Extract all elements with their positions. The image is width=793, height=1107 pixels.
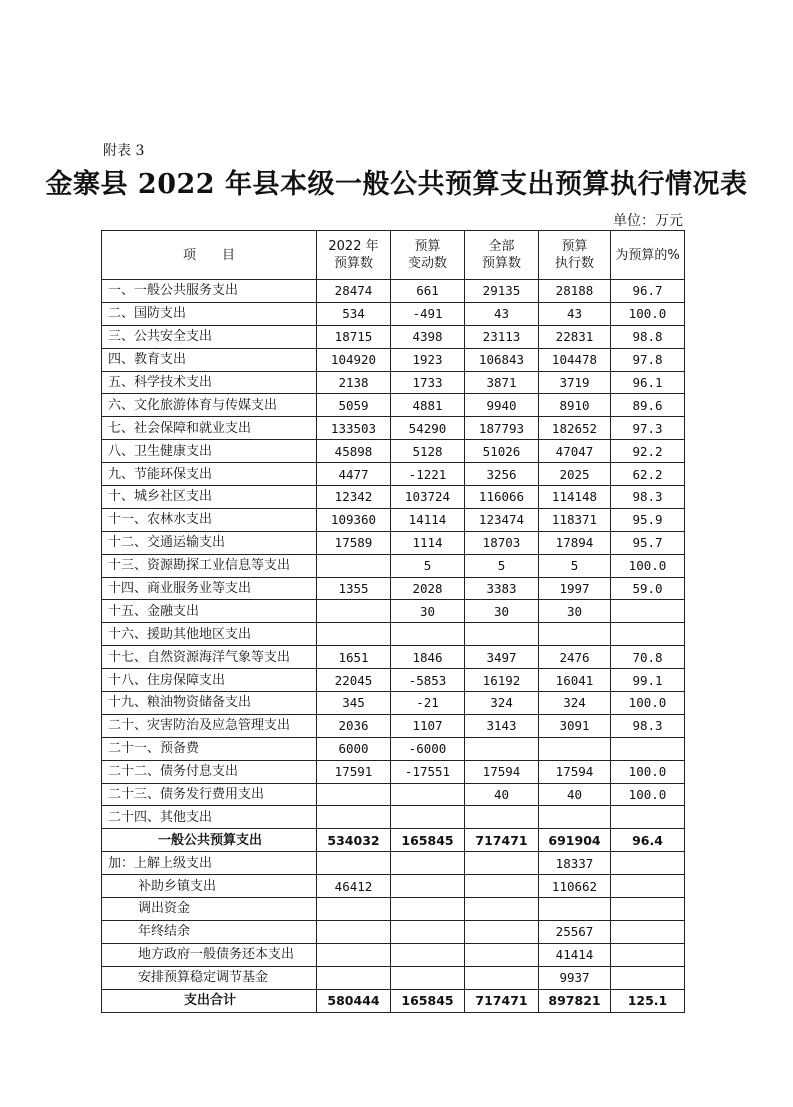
column-header-item: 项 目	[102, 231, 317, 280]
table-row	[102, 714, 685, 737]
cell-budget: 5059	[317, 394, 391, 417]
table-row	[102, 669, 685, 692]
cell-budget: 17589	[317, 531, 391, 554]
row-item-name: 十一、农林水支出	[102, 508, 317, 531]
row-item-name: 六、文化旅游体育与传媒支出	[102, 394, 317, 417]
cell-total: 717471	[465, 829, 539, 852]
table-row	[102, 600, 685, 623]
cell-budget: 46412	[317, 875, 391, 898]
cell-pct: 59.0	[611, 577, 685, 600]
cell-budget: 6000	[317, 737, 391, 760]
row-item-name: 十八、住房保障支出	[102, 669, 317, 692]
cell-total: 3143	[465, 714, 539, 737]
cell-total: 5	[465, 554, 539, 577]
cell-total: 3497	[465, 646, 539, 669]
row-item-name: 四、教育支出	[102, 348, 317, 371]
table-row	[102, 875, 685, 898]
cell-change	[391, 783, 465, 806]
cell-budget: 22045	[317, 669, 391, 692]
cell-pct	[611, 898, 685, 921]
table-row	[102, 783, 685, 806]
cell-budget: 345	[317, 692, 391, 715]
cell-budget	[317, 600, 391, 623]
cell-exec: 897821	[539, 989, 611, 1012]
cell-pct: 95.7	[611, 531, 685, 554]
table-row	[102, 302, 685, 325]
cell-exec: 182652	[539, 417, 611, 440]
row-item-name: 八、卫生健康支出	[102, 440, 317, 463]
cell-budget: 133503	[317, 417, 391, 440]
row-item-name: 二十一、预备费	[102, 737, 317, 760]
cell-total: 123474	[465, 508, 539, 531]
cell-exec: 2476	[539, 646, 611, 669]
cell-pct: 97.8	[611, 348, 685, 371]
row-item-name: 二十四、其他支出	[102, 806, 317, 829]
row-item-name: 安排预算稳定调节基金	[102, 966, 317, 989]
table-row	[102, 943, 685, 966]
cell-total: 43	[465, 302, 539, 325]
cell-pct: 95.9	[611, 508, 685, 531]
cell-pct: 100.0	[611, 554, 685, 577]
cell-budget: 18715	[317, 325, 391, 348]
cell-budget: 2138	[317, 371, 391, 394]
cell-total: 3383	[465, 577, 539, 600]
cell-change: 1733	[391, 371, 465, 394]
table-row	[102, 280, 685, 303]
cell-exec: 9937	[539, 966, 611, 989]
cell-total: 9940	[465, 394, 539, 417]
cell-pct: 89.6	[611, 394, 685, 417]
cell-exec: 110662	[539, 875, 611, 898]
cell-change: 165845	[391, 989, 465, 1012]
cell-budget: 534032	[317, 829, 391, 852]
cell-total	[465, 623, 539, 646]
cell-exec: 22831	[539, 325, 611, 348]
row-item-name: 九、节能环保支出	[102, 463, 317, 486]
cell-pct: 98.3	[611, 486, 685, 509]
column-header-total: 全部 预算数	[465, 231, 539, 280]
column-header-budget: 2022 年 预算数	[317, 231, 391, 280]
cell-budget	[317, 920, 391, 943]
row-item-name: 十四、商业服务业等支出	[102, 577, 317, 600]
row-item-name: 十九、粮油物资储备支出	[102, 692, 317, 715]
table-row	[102, 417, 685, 440]
cell-change	[391, 852, 465, 875]
cell-pct: 125.1	[611, 989, 685, 1012]
cell-exec: 30	[539, 600, 611, 623]
row-item-name: 二、国防支出	[102, 302, 317, 325]
row-item-name: 十、城乡社区支出	[102, 486, 317, 509]
cell-exec: 118371	[539, 508, 611, 531]
table-row	[102, 898, 685, 921]
cell-change: -21	[391, 692, 465, 715]
cell-budget: 12342	[317, 486, 391, 509]
cell-pct: 100.0	[611, 783, 685, 806]
cell-budget: 45898	[317, 440, 391, 463]
cell-total	[465, 852, 539, 875]
cell-pct	[611, 966, 685, 989]
row-item-name: 十三、资源勘探工业信息等支出	[102, 554, 317, 577]
cell-exec: 41414	[539, 943, 611, 966]
cell-pct: 96.1	[611, 371, 685, 394]
table-row	[102, 623, 685, 646]
cell-total: 717471	[465, 989, 539, 1012]
cell-change: 1107	[391, 714, 465, 737]
cell-change: 30	[391, 600, 465, 623]
cell-total: 106843	[465, 348, 539, 371]
row-item-name: 五、科学技术支出	[102, 371, 317, 394]
cell-budget	[317, 554, 391, 577]
cell-change: 4398	[391, 325, 465, 348]
cell-total	[465, 737, 539, 760]
table-row	[102, 486, 685, 509]
cell-total: 18703	[465, 531, 539, 554]
row-item-name: 十七、自然资源海洋气象等支出	[102, 646, 317, 669]
cell-budget: 28474	[317, 280, 391, 303]
cell-pct	[611, 806, 685, 829]
cell-pct	[611, 875, 685, 898]
cell-change: -5853	[391, 669, 465, 692]
row-item-name: 加：上解上级支出	[102, 852, 317, 875]
cell-change: 165845	[391, 829, 465, 852]
table-row	[102, 760, 685, 783]
cell-exec: 28188	[539, 280, 611, 303]
cell-budget: 1651	[317, 646, 391, 669]
cell-change: 1846	[391, 646, 465, 669]
cell-total: 51026	[465, 440, 539, 463]
cell-budget: 17591	[317, 760, 391, 783]
cell-pct: 100.0	[611, 760, 685, 783]
table-row	[102, 440, 685, 463]
cell-change	[391, 898, 465, 921]
table-row	[102, 577, 685, 600]
cell-pct: 96.7	[611, 280, 685, 303]
table-header-row	[102, 231, 685, 280]
column-header-pct: 为预算的%	[611, 231, 685, 280]
cell-budget: 104920	[317, 348, 391, 371]
cell-exec: 17894	[539, 531, 611, 554]
table-row	[102, 325, 685, 348]
cell-total	[465, 966, 539, 989]
cell-change: 1114	[391, 531, 465, 554]
table-row	[102, 554, 685, 577]
column-header-change: 预算 变动数	[391, 231, 465, 280]
cell-total	[465, 943, 539, 966]
cell-exec	[539, 623, 611, 646]
table-row	[102, 989, 685, 1012]
cell-change: -491	[391, 302, 465, 325]
cell-pct	[611, 920, 685, 943]
cell-exec: 5	[539, 554, 611, 577]
table-body	[102, 280, 685, 1013]
row-item-name: 二十、灾害防治及应急管理支出	[102, 714, 317, 737]
cell-pct: 70.8	[611, 646, 685, 669]
cell-pct	[611, 852, 685, 875]
cell-exec: 16041	[539, 669, 611, 692]
cell-exec: 17594	[539, 760, 611, 783]
cell-pct: 99.1	[611, 669, 685, 692]
table-row	[102, 692, 685, 715]
row-item-name: 年终结余	[102, 920, 317, 943]
cell-pct: 98.8	[611, 325, 685, 348]
cell-pct	[611, 600, 685, 623]
cell-exec: 25567	[539, 920, 611, 943]
table-row	[102, 852, 685, 875]
cell-total: 16192	[465, 669, 539, 692]
cell-total	[465, 898, 539, 921]
cell-total	[465, 806, 539, 829]
cell-exec: 3091	[539, 714, 611, 737]
cell-exec	[539, 806, 611, 829]
cell-pct: 97.3	[611, 417, 685, 440]
cell-change: 661	[391, 280, 465, 303]
unit-label: 单位：万元	[613, 213, 683, 229]
cell-exec: 114148	[539, 486, 611, 509]
cell-change: 5128	[391, 440, 465, 463]
cell-exec	[539, 737, 611, 760]
cell-change: 4881	[391, 394, 465, 417]
row-item-name: 地方政府一般债务还本支出	[102, 943, 317, 966]
cell-pct: 100.0	[611, 302, 685, 325]
cell-exec: 691904	[539, 829, 611, 852]
cell-total: 116066	[465, 486, 539, 509]
cell-pct: 92.2	[611, 440, 685, 463]
page-title: 金寨县 2022 年县本级一般公共预算支出预算执行情况表	[45, 169, 748, 200]
cell-budget	[317, 783, 391, 806]
cell-exec: 1997	[539, 577, 611, 600]
cell-budget	[317, 806, 391, 829]
cell-change: 1923	[391, 348, 465, 371]
cell-pct	[611, 943, 685, 966]
cell-pct: 98.3	[611, 714, 685, 737]
cell-exec: 18337	[539, 852, 611, 875]
row-item-name: 支出合计	[102, 989, 317, 1012]
cell-change: 5	[391, 554, 465, 577]
cell-budget	[317, 943, 391, 966]
cell-change: -17551	[391, 760, 465, 783]
cell-budget: 1355	[317, 577, 391, 600]
cell-pct: 62.2	[611, 463, 685, 486]
cell-total	[465, 875, 539, 898]
cell-change: -1221	[391, 463, 465, 486]
cell-budget	[317, 852, 391, 875]
cell-change: 14114	[391, 508, 465, 531]
cell-budget: 580444	[317, 989, 391, 1012]
row-item-name: 调出资金	[102, 898, 317, 921]
table-row	[102, 508, 685, 531]
cell-exec	[539, 898, 611, 921]
cell-total: 324	[465, 692, 539, 715]
cell-budget: 534	[317, 302, 391, 325]
cell-total: 187793	[465, 417, 539, 440]
cell-pct: 96.4	[611, 829, 685, 852]
cell-change: 54290	[391, 417, 465, 440]
row-item-name: 补助乡镇支出	[102, 875, 317, 898]
cell-total: 3871	[465, 371, 539, 394]
table-row	[102, 463, 685, 486]
cell-total: 3256	[465, 463, 539, 486]
cell-change	[391, 920, 465, 943]
cell-pct	[611, 737, 685, 760]
table-row	[102, 371, 685, 394]
budget-execution-table	[101, 230, 685, 1013]
cell-total: 40	[465, 783, 539, 806]
cell-total: 29135	[465, 280, 539, 303]
cell-change	[391, 623, 465, 646]
cell-change	[391, 806, 465, 829]
table-row	[102, 806, 685, 829]
table-row	[102, 531, 685, 554]
row-item-name: 七、社会保障和就业支出	[102, 417, 317, 440]
cell-change: -6000	[391, 737, 465, 760]
attachment-label: 附表 3	[103, 143, 145, 159]
table-row	[102, 348, 685, 371]
cell-exec: 3719	[539, 371, 611, 394]
cell-change	[391, 875, 465, 898]
cell-total: 17594	[465, 760, 539, 783]
table-row	[102, 394, 685, 417]
cell-budget	[317, 623, 391, 646]
cell-exec: 104478	[539, 348, 611, 371]
cell-budget: 4477	[317, 463, 391, 486]
cell-budget: 109360	[317, 508, 391, 531]
row-item-name: 十五、金融支出	[102, 600, 317, 623]
table-row	[102, 737, 685, 760]
row-item-name: 二十二、债务付息支出	[102, 760, 317, 783]
cell-exec: 40	[539, 783, 611, 806]
table-row	[102, 646, 685, 669]
cell-pct	[611, 623, 685, 646]
row-item-name: 十六、援助其他地区支出	[102, 623, 317, 646]
cell-exec: 2025	[539, 463, 611, 486]
row-item-name: 一般公共预算支出	[102, 829, 317, 852]
cell-budget	[317, 898, 391, 921]
cell-budget	[317, 966, 391, 989]
cell-exec: 8910	[539, 394, 611, 417]
cell-change	[391, 966, 465, 989]
column-header-exec: 预算 执行数	[539, 231, 611, 280]
cell-total	[465, 920, 539, 943]
cell-exec: 43	[539, 302, 611, 325]
cell-exec: 47047	[539, 440, 611, 463]
table-row	[102, 920, 685, 943]
cell-change: 103724	[391, 486, 465, 509]
cell-budget: 2036	[317, 714, 391, 737]
row-item-name: 一、一般公共服务支出	[102, 280, 317, 303]
cell-exec: 324	[539, 692, 611, 715]
cell-pct: 100.0	[611, 692, 685, 715]
row-item-name: 十二、交通运输支出	[102, 531, 317, 554]
row-item-name: 二十三、债务发行费用支出	[102, 783, 317, 806]
cell-change	[391, 943, 465, 966]
cell-total: 30	[465, 600, 539, 623]
row-item-name: 三、公共安全支出	[102, 325, 317, 348]
table-row	[102, 829, 685, 852]
table-row	[102, 966, 685, 989]
cell-change: 2028	[391, 577, 465, 600]
cell-total: 23113	[465, 325, 539, 348]
